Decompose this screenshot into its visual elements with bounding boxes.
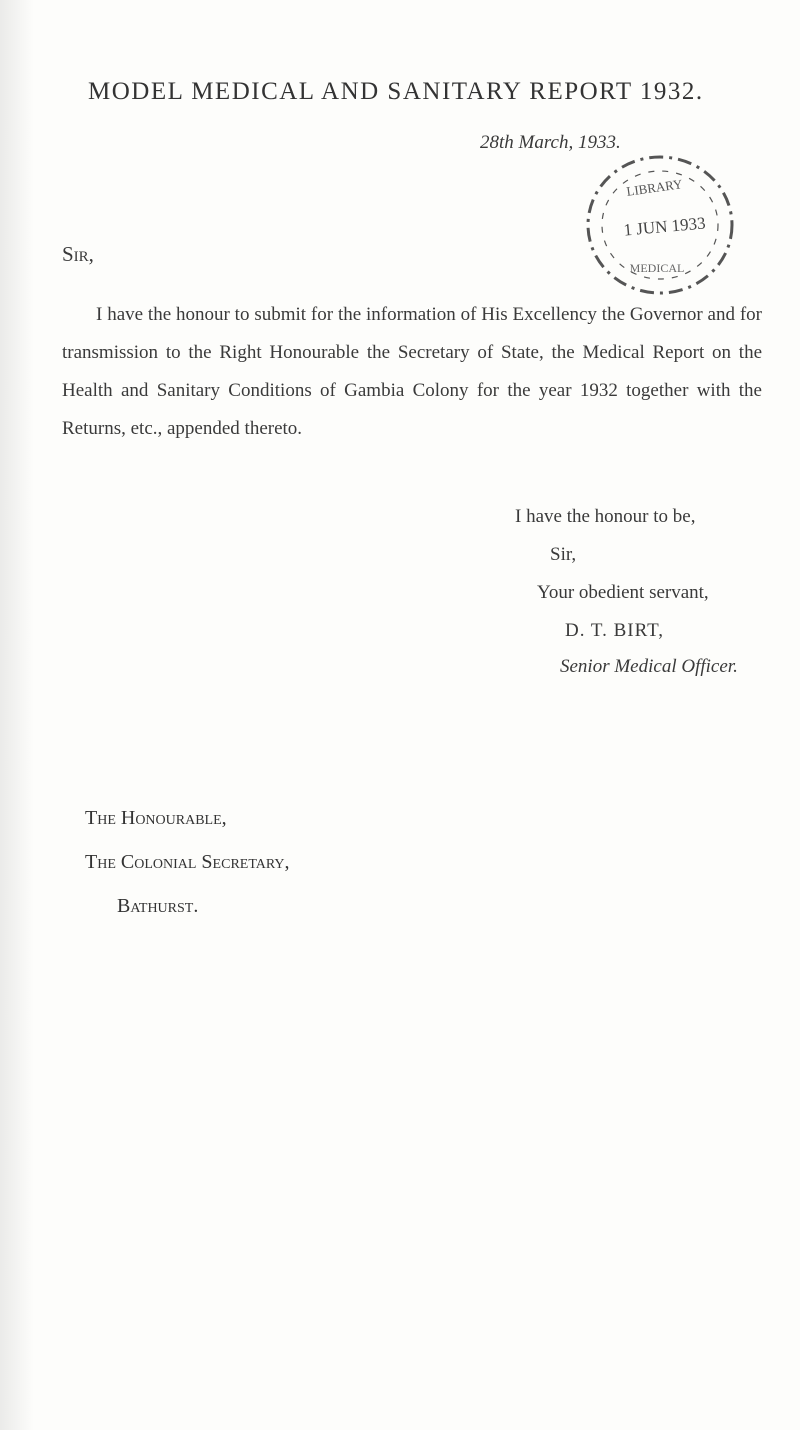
library-received-stamp bbox=[565, 150, 735, 300]
closing-honour-line: I have the honour to be, bbox=[515, 506, 696, 527]
signatory-position: Senior Medical Officer. bbox=[560, 656, 738, 677]
letter-date: 28th March, 1933. bbox=[480, 132, 621, 153]
closing-servant-line: Your obedient servant, bbox=[537, 582, 709, 603]
stamp-text-middle: 1 JUN 1933 bbox=[622, 213, 707, 240]
signatory-name: D. T. BIRT, bbox=[565, 620, 665, 641]
addressee-line-2: The Colonial Secretary, bbox=[85, 851, 290, 873]
stamp-text-bottom: MEDICAL bbox=[629, 261, 685, 275]
addressee-line-3: Bathurst. bbox=[117, 895, 199, 917]
letter-body bbox=[62, 296, 762, 448]
stamp-text-top: LIBRARY bbox=[625, 176, 684, 199]
addressee-line-1: The Honourable, bbox=[85, 807, 227, 829]
addressee-block bbox=[85, 796, 290, 928]
salutation: Sir, bbox=[62, 242, 94, 266]
closing-sir-line: Sir, bbox=[550, 544, 577, 565]
report-title: MODEL MEDICAL AND SANITARY REPORT 1932. bbox=[88, 78, 704, 105]
body-paragraph: I have the honour to submit for the information of His Excellency the Governor and for transmission to the Right Honourable the Secretary of State, the Medical Report on the Health and Sanitary Conditions of Gambia Colony for the year 1932 together with the Returns, etc., appended thereto. bbox=[62, 304, 762, 439]
